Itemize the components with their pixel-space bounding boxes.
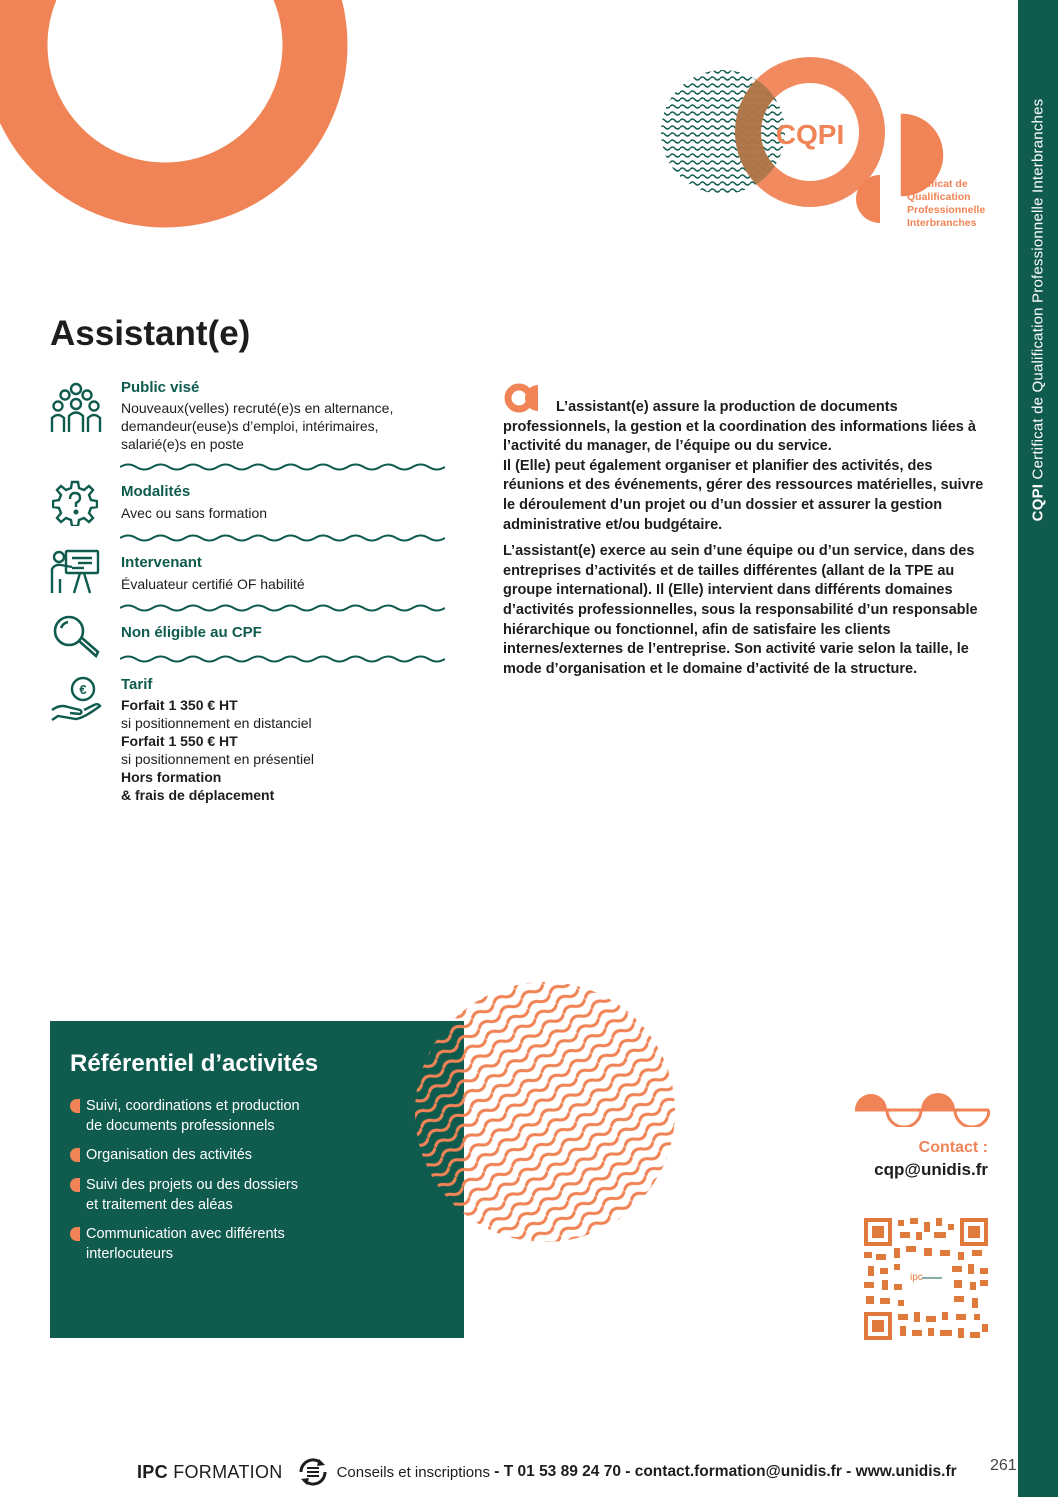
tarif-details: [121, 696, 314, 804]
tarif-extra-2: & frais de déplacement: [121, 787, 275, 803]
refresh-doc-icon: [295, 1456, 331, 1488]
side-band-text: [1030, 99, 1047, 522]
cqpi-logo-line-4: Interbranches: [907, 217, 977, 229]
tarif-note-2: si positionnement en présentiel: [121, 751, 315, 767]
info-text-line: Nouveaux(velles) recruté(e)s en alternance,: [121, 400, 394, 416]
footer: [137, 1456, 957, 1488]
referentiel-item: [86, 1146, 386, 1166]
description-paragraph-2: Il (Elle) peut également organiser et planifier des activités, des réunions et des événements, gérer des ressources matérielles, suivre le déroulement d’un projet ou d’un dossier et assurer la gestion administrative et/ou budgétaire.: [503, 457, 984, 533]
info-label-modalites: Modalités: [121, 483, 191, 500]
info-text-line: salarié(e)s en poste: [121, 436, 244, 452]
tarif-extra-1: Hors formation: [121, 769, 222, 785]
referentiel-item-line: et traitement des aléas: [86, 1196, 233, 1213]
decorative-wave-circle: [413, 980, 678, 1245]
tarif-price-2: Forfait 1 550 € HT: [121, 733, 238, 749]
qr-center-text: ipc: [910, 1272, 923, 1283]
info-label-public: Public visé: [121, 379, 200, 396]
footer-text: Conseils et inscriptions: [336, 1463, 490, 1481]
decorative-ring-top-left: [0, 0, 360, 290]
referentiel-item-line: Communication avec différents: [86, 1226, 285, 1242]
bullet-icon: [70, 1227, 80, 1241]
cqpi-logo-line-1: Certificat de: [907, 178, 968, 190]
referentiel-item-line: Organisation des activités: [86, 1147, 253, 1163]
info-text-modalites: Avec ou sans formation: [121, 505, 268, 521]
referentiel-item-line: Suivi des projets ou des dossiers: [86, 1177, 298, 1193]
bullet-icon: [70, 1148, 80, 1162]
qr-code[interactable]: [864, 1218, 988, 1340]
description-paragraph-3: L’assistant(e) exerce au sein d’une équipe ou d’un service, dans des entreprises d’activités et de tailles différentes (allant de la TPE au groupe international). Il (Elle) intervient dans différents domaines d’activités professionnelles, sous la responsabilité d’un responsable hiérarchique ou fonctionnel, afin de satisfaire les clients internes/externes de l’entreprise. Son activité varie selon la taille, le mode d’organisation et le domaine d’activité de la structure.: [503, 543, 978, 677]
wave-separator: [120, 654, 445, 664]
cqpi-logo-acronym: CQPI: [775, 119, 845, 150]
magnifier-icon: [52, 614, 100, 658]
page-title: Assistant(e): [50, 314, 251, 353]
info-label-cpf: Non éligible au CPF: [121, 624, 262, 641]
footer-brand-bold: IPC: [137, 1461, 168, 1482]
referentiel-title: Référentiel d’activités: [70, 1050, 319, 1077]
decorative-wave-contact: [855, 1093, 990, 1127]
wave-separator: [120, 603, 445, 613]
side-band-label: Certificat de Qualification Professionnelle Interbranches: [1029, 98, 1047, 480]
referentiel-item-line: Suivi, coordinations et production: [86, 1098, 300, 1114]
contact-email-link[interactable]: cqp@unidis.fr: [874, 1160, 988, 1179]
info-text-line: demandeur(euse)s d’emploi, intérimaires,: [121, 418, 379, 434]
footer-details: - T 01 53 89 24 70 - contact.formation@unidis.fr - www.unidis.fr: [489, 1463, 957, 1480]
footer-brand: [137, 1462, 283, 1483]
euro-hand-icon: [50, 676, 102, 722]
referentiel-item: [86, 1097, 386, 1136]
side-band-bold: CQPI: [1029, 483, 1047, 522]
svg-text:€: €: [79, 682, 87, 697]
contact-label: Contact :: [918, 1139, 988, 1156]
group-icon: [50, 382, 102, 434]
referentiel-item: [86, 1225, 386, 1264]
cqpi-logo-line-3: Professionnelle: [907, 204, 986, 216]
tarif-price-1: Forfait 1 350 € HT: [121, 697, 238, 713]
referentiel-item-line: interlocuteurs: [86, 1245, 174, 1262]
wave-separator: [120, 462, 445, 472]
footer-brand-rest: FORMATION: [167, 1461, 283, 1482]
page-number: 261: [990, 1457, 1017, 1474]
info-label-tarif: Tarif: [121, 676, 153, 693]
info-text-public: [121, 399, 451, 453]
bullet-icon: [70, 1099, 80, 1113]
info-label-intervenant: Intervenant: [121, 554, 202, 571]
gear-question-icon: [52, 480, 98, 526]
description-paragraph-1: L’assistant(e) assure la production de documents professionnels, la gestion et la coordination des informations liées à l’activité du manager, de l’équipe ou du service.: [503, 399, 976, 455]
cqpi-logo: [650, 40, 1000, 240]
presenter-icon: [50, 549, 100, 595]
referentiel-item: [86, 1176, 386, 1215]
referentiel-item-line: de documents professionnels: [86, 1117, 275, 1134]
cqpi-logo-line-2: Qualification: [907, 191, 971, 203]
info-text-intervenant: Évaluateur certifié OF habilité: [121, 576, 305, 592]
description: [503, 380, 985, 686]
wave-separator: [120, 533, 445, 543]
bullet-icon: [70, 1178, 80, 1192]
tarif-note-1: si positionnement en distanciel: [121, 715, 312, 731]
